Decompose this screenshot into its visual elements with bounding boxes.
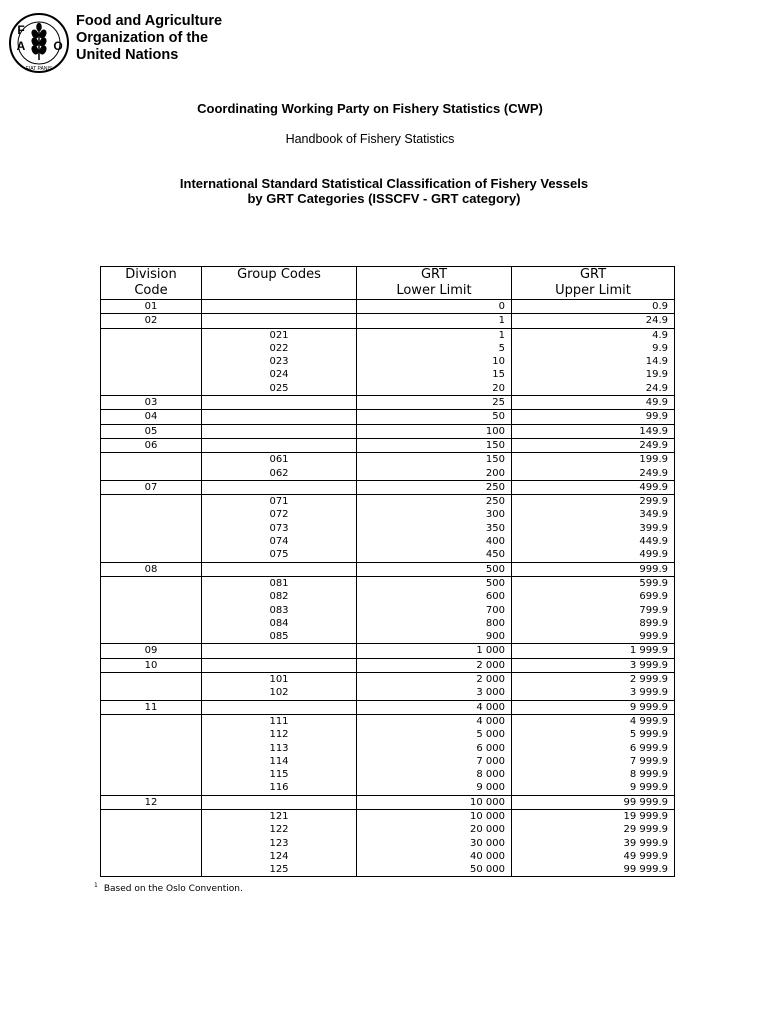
table-row bbox=[101, 535, 675, 548]
group-code-cell: 111 bbox=[202, 714, 357, 728]
lower-limit-cell: 10 bbox=[357, 355, 512, 368]
table-row bbox=[101, 768, 675, 781]
table-row bbox=[101, 644, 675, 658]
group-code-cell: 082 bbox=[202, 590, 357, 603]
group-code-cell: 075 bbox=[202, 548, 357, 562]
footnote-text: Based on the Oslo Convention. bbox=[103, 884, 243, 894]
table-row bbox=[101, 495, 675, 509]
org-line: Food and Agriculture bbox=[76, 13, 223, 29]
table-row bbox=[101, 700, 675, 714]
lower-limit-cell: 2 000 bbox=[357, 658, 512, 672]
group-code-cell: 072 bbox=[202, 508, 357, 521]
handbook-title: Handbook of Fishery Statistics bbox=[285, 132, 455, 146]
upper-limit-cell: 799.9 bbox=[512, 604, 675, 617]
upper-limit-cell: 9.9 bbox=[512, 342, 675, 355]
lower-limit-cell: 5 000 bbox=[357, 728, 512, 741]
lower-limit-cell: 1 bbox=[357, 314, 512, 328]
upper-limit-cell: 999.9 bbox=[512, 562, 675, 576]
upper-limit-cell: 249.9 bbox=[512, 438, 675, 452]
division-code-cell bbox=[101, 863, 202, 877]
upper-limit-cell: 1 999.9 bbox=[512, 644, 675, 658]
classification-title-line: International Standard Statistical Classification of Fishery Vessels bbox=[179, 176, 589, 191]
lower-limit-cell: 20 000 bbox=[357, 823, 512, 836]
footnote-mark: 1 bbox=[94, 882, 98, 889]
group-code-cell: 024 bbox=[202, 368, 357, 381]
group-code-cell: 102 bbox=[202, 686, 357, 700]
org-line: United Nations bbox=[76, 47, 179, 63]
lower-limit-cell: 6 000 bbox=[357, 742, 512, 755]
upper-limit-cell: 39 999.9 bbox=[512, 837, 675, 850]
group-code-cell bbox=[202, 314, 357, 328]
header-lower-limit: GRT Lower Limit bbox=[357, 267, 512, 300]
lower-limit-cell: 0 bbox=[357, 300, 512, 314]
upper-limit-cell: 19 999.9 bbox=[512, 809, 675, 823]
upper-limit-cell: 99 999.9 bbox=[512, 863, 675, 877]
lower-limit-cell: 1 000 bbox=[357, 644, 512, 658]
upper-limit-cell: 199.9 bbox=[512, 453, 675, 467]
lower-limit-cell: 150 bbox=[357, 438, 512, 452]
division-code-cell bbox=[101, 382, 202, 396]
table-row bbox=[101, 342, 675, 355]
group-code-cell: 124 bbox=[202, 850, 357, 863]
division-code-cell bbox=[101, 768, 202, 781]
table-row bbox=[101, 658, 675, 672]
division-code-cell: 12 bbox=[101, 795, 202, 809]
division-code-cell bbox=[101, 809, 202, 823]
division-code-cell bbox=[101, 850, 202, 863]
lower-limit-cell: 40 000 bbox=[357, 850, 512, 863]
lower-limit-cell: 900 bbox=[357, 630, 512, 644]
lower-limit-cell: 250 bbox=[357, 480, 512, 494]
group-code-cell: 116 bbox=[202, 781, 357, 795]
division-code-cell bbox=[101, 755, 202, 768]
division-code-cell bbox=[101, 673, 202, 687]
header-group-codes: Group Codes bbox=[202, 267, 357, 300]
table-header-row bbox=[101, 267, 675, 300]
table-row bbox=[101, 742, 675, 755]
table-row bbox=[101, 617, 675, 630]
division-code-cell: 05 bbox=[101, 424, 202, 438]
upper-limit-cell: 49.9 bbox=[512, 396, 675, 410]
group-code-cell bbox=[202, 438, 357, 452]
lower-limit-cell: 7 000 bbox=[357, 755, 512, 768]
division-code-cell: 07 bbox=[101, 480, 202, 494]
upper-limit-cell: 449.9 bbox=[512, 535, 675, 548]
table-row bbox=[101, 522, 675, 535]
table-row bbox=[101, 576, 675, 590]
lower-limit-cell: 5 bbox=[357, 342, 512, 355]
lower-limit-cell: 450 bbox=[357, 548, 512, 562]
upper-limit-cell: 2 999.9 bbox=[512, 673, 675, 687]
group-code-cell bbox=[202, 700, 357, 714]
division-code-cell bbox=[101, 342, 202, 355]
division-code-cell bbox=[101, 535, 202, 548]
logo-letter-f: F bbox=[17, 23, 25, 37]
group-code-cell: 125 bbox=[202, 863, 357, 877]
grt-classification-table bbox=[100, 266, 675, 877]
upper-limit-cell: 9 999.9 bbox=[512, 781, 675, 795]
division-code-cell bbox=[101, 576, 202, 590]
group-code-cell: 085 bbox=[202, 630, 357, 644]
table-row bbox=[101, 300, 675, 314]
upper-limit-cell: 14.9 bbox=[512, 355, 675, 368]
division-code-cell bbox=[101, 368, 202, 381]
upper-limit-cell: 599.9 bbox=[512, 576, 675, 590]
upper-limit-cell: 5 999.9 bbox=[512, 728, 675, 741]
group-code-cell: 061 bbox=[202, 453, 357, 467]
division-code-cell: 08 bbox=[101, 562, 202, 576]
division-code-cell bbox=[101, 714, 202, 728]
group-code-cell: 113 bbox=[202, 742, 357, 755]
division-code-cell bbox=[101, 508, 202, 521]
fao-logo bbox=[8, 12, 70, 74]
lower-limit-cell: 800 bbox=[357, 617, 512, 630]
group-code-cell bbox=[202, 424, 357, 438]
group-code-cell: 081 bbox=[202, 576, 357, 590]
group-code-cell: 112 bbox=[202, 728, 357, 741]
lower-limit-cell: 300 bbox=[357, 508, 512, 521]
group-code-cell: 084 bbox=[202, 617, 357, 630]
division-code-cell bbox=[101, 495, 202, 509]
table-row bbox=[101, 438, 675, 452]
table-row bbox=[101, 604, 675, 617]
division-code-cell bbox=[101, 686, 202, 700]
table-row bbox=[101, 562, 675, 576]
table-row bbox=[101, 396, 675, 410]
group-code-cell bbox=[202, 396, 357, 410]
upper-limit-cell: 499.9 bbox=[512, 480, 675, 494]
group-code-cell: 121 bbox=[202, 809, 357, 823]
upper-limit-cell: 249.9 bbox=[512, 467, 675, 481]
table-row bbox=[101, 453, 675, 467]
table-row bbox=[101, 673, 675, 687]
table-row bbox=[101, 480, 675, 494]
lower-limit-cell: 50 bbox=[357, 410, 512, 424]
table-row bbox=[101, 368, 675, 381]
table-row bbox=[101, 328, 675, 342]
upper-limit-cell: 24.9 bbox=[512, 382, 675, 396]
table-row bbox=[101, 795, 675, 809]
upper-limit-cell: 399.9 bbox=[512, 522, 675, 535]
division-code-cell: 10 bbox=[101, 658, 202, 672]
table-row bbox=[101, 809, 675, 823]
upper-limit-cell: 29 999.9 bbox=[512, 823, 675, 836]
group-code-cell: 101 bbox=[202, 673, 357, 687]
cwp-title: Coordinating Working Party on Fishery Statistics (CWP) bbox=[197, 101, 543, 116]
table-row bbox=[101, 508, 675, 521]
lower-limit-cell: 200 bbox=[357, 467, 512, 481]
table-row bbox=[101, 714, 675, 728]
lower-limit-cell: 3 000 bbox=[357, 686, 512, 700]
org-line: Organization of the bbox=[76, 30, 209, 46]
logo-motto: FIAT PANIS bbox=[25, 66, 53, 72]
lower-limit-cell: 30 000 bbox=[357, 837, 512, 850]
division-code-cell: 02 bbox=[101, 314, 202, 328]
division-code-cell bbox=[101, 590, 202, 603]
group-code-cell: 071 bbox=[202, 495, 357, 509]
table-row bbox=[101, 755, 675, 768]
upper-limit-cell: 699.9 bbox=[512, 590, 675, 603]
table-row bbox=[101, 314, 675, 328]
table-row bbox=[101, 467, 675, 481]
division-code-cell bbox=[101, 522, 202, 535]
lower-limit-cell: 100 bbox=[357, 424, 512, 438]
logo-letter-o: O bbox=[53, 39, 63, 53]
upper-limit-cell: 9 999.9 bbox=[512, 700, 675, 714]
division-code-cell: 04 bbox=[101, 410, 202, 424]
classification-title bbox=[0, 176, 768, 206]
upper-limit-cell: 7 999.9 bbox=[512, 755, 675, 768]
lower-limit-cell: 8 000 bbox=[357, 768, 512, 781]
wheat-icon bbox=[31, 24, 47, 61]
lower-limit-cell: 10 000 bbox=[357, 795, 512, 809]
table-row bbox=[101, 382, 675, 396]
header-division-code: Division Code bbox=[101, 267, 202, 300]
table-row bbox=[101, 548, 675, 562]
table-row bbox=[101, 728, 675, 741]
lower-limit-cell: 700 bbox=[357, 604, 512, 617]
upper-limit-cell: 19.9 bbox=[512, 368, 675, 381]
group-code-cell: 123 bbox=[202, 837, 357, 850]
group-code-cell: 021 bbox=[202, 328, 357, 342]
table-row bbox=[101, 590, 675, 603]
upper-limit-cell: 6 999.9 bbox=[512, 742, 675, 755]
lower-limit-cell: 25 bbox=[357, 396, 512, 410]
table-row bbox=[101, 630, 675, 644]
upper-limit-cell: 999.9 bbox=[512, 630, 675, 644]
organization-name bbox=[76, 13, 222, 64]
upper-limit-cell: 3 999.9 bbox=[512, 686, 675, 700]
header-upper-limit: GRT Upper Limit bbox=[512, 267, 675, 300]
division-code-cell: 06 bbox=[101, 438, 202, 452]
division-code-cell bbox=[101, 355, 202, 368]
group-code-cell: 025 bbox=[202, 382, 357, 396]
division-code-cell bbox=[101, 453, 202, 467]
group-code-cell: 074 bbox=[202, 535, 357, 548]
lower-limit-cell: 10 000 bbox=[357, 809, 512, 823]
group-code-cell bbox=[202, 480, 357, 494]
group-code-cell bbox=[202, 658, 357, 672]
group-code-cell bbox=[202, 562, 357, 576]
table-row bbox=[101, 781, 675, 795]
upper-limit-cell: 299.9 bbox=[512, 495, 675, 509]
division-code-cell: 03 bbox=[101, 396, 202, 410]
upper-limit-cell: 4 999.9 bbox=[512, 714, 675, 728]
division-code-cell bbox=[101, 823, 202, 836]
division-code-cell bbox=[101, 548, 202, 562]
group-code-cell: 083 bbox=[202, 604, 357, 617]
lower-limit-cell: 9 000 bbox=[357, 781, 512, 795]
table-row bbox=[101, 823, 675, 836]
upper-limit-cell: 899.9 bbox=[512, 617, 675, 630]
division-code-cell bbox=[101, 467, 202, 481]
group-code-cell: 115 bbox=[202, 768, 357, 781]
upper-limit-cell: 4.9 bbox=[512, 328, 675, 342]
lower-limit-cell: 150 bbox=[357, 453, 512, 467]
group-code-cell: 023 bbox=[202, 355, 357, 368]
division-code-cell bbox=[101, 617, 202, 630]
group-code-cell: 122 bbox=[202, 823, 357, 836]
group-code-cell bbox=[202, 795, 357, 809]
upper-limit-cell: 349.9 bbox=[512, 508, 675, 521]
table-row bbox=[101, 850, 675, 863]
division-code-cell bbox=[101, 728, 202, 741]
division-code-cell bbox=[101, 604, 202, 617]
division-code-cell bbox=[101, 328, 202, 342]
lower-limit-cell: 2 000 bbox=[357, 673, 512, 687]
upper-limit-cell: 49 999.9 bbox=[512, 850, 675, 863]
division-code-cell: 11 bbox=[101, 700, 202, 714]
lower-limit-cell: 250 bbox=[357, 495, 512, 509]
lower-limit-cell: 600 bbox=[357, 590, 512, 603]
division-code-cell: 01 bbox=[101, 300, 202, 314]
division-code-cell bbox=[101, 837, 202, 850]
division-code-cell bbox=[101, 781, 202, 795]
table-row bbox=[101, 837, 675, 850]
lower-limit-cell: 1 bbox=[357, 328, 512, 342]
upper-limit-cell: 8 999.9 bbox=[512, 768, 675, 781]
group-code-cell bbox=[202, 300, 357, 314]
upper-limit-cell: 499.9 bbox=[512, 548, 675, 562]
lower-limit-cell: 4 000 bbox=[357, 714, 512, 728]
table-row bbox=[101, 424, 675, 438]
upper-limit-cell: 99.9 bbox=[512, 410, 675, 424]
lower-limit-cell: 400 bbox=[357, 535, 512, 548]
group-code-cell: 062 bbox=[202, 467, 357, 481]
lower-limit-cell: 15 bbox=[357, 368, 512, 381]
table-row bbox=[101, 686, 675, 700]
lower-limit-cell: 350 bbox=[357, 522, 512, 535]
footnote bbox=[94, 882, 243, 894]
group-code-cell: 073 bbox=[202, 522, 357, 535]
classification-title-line: by GRT Categories (ISSCFV - GRT category) bbox=[247, 191, 521, 206]
logo-letter-a: A bbox=[16, 39, 26, 53]
upper-limit-cell: 149.9 bbox=[512, 424, 675, 438]
group-code-cell bbox=[202, 410, 357, 424]
lower-limit-cell: 20 bbox=[357, 382, 512, 396]
division-code-cell: 09 bbox=[101, 644, 202, 658]
upper-limit-cell: 24.9 bbox=[512, 314, 675, 328]
group-code-cell bbox=[202, 644, 357, 658]
lower-limit-cell: 500 bbox=[357, 576, 512, 590]
table-row bbox=[101, 410, 675, 424]
upper-limit-cell: 99 999.9 bbox=[512, 795, 675, 809]
division-code-cell bbox=[101, 742, 202, 755]
upper-limit-cell: 0.9 bbox=[512, 300, 675, 314]
lower-limit-cell: 4 000 bbox=[357, 700, 512, 714]
group-code-cell: 114 bbox=[202, 755, 357, 768]
group-code-cell: 022 bbox=[202, 342, 357, 355]
lower-limit-cell: 50 000 bbox=[357, 863, 512, 877]
lower-limit-cell: 500 bbox=[357, 562, 512, 576]
upper-limit-cell: 3 999.9 bbox=[512, 658, 675, 672]
table-row bbox=[101, 355, 675, 368]
division-code-cell bbox=[101, 630, 202, 644]
table-row bbox=[101, 863, 675, 877]
